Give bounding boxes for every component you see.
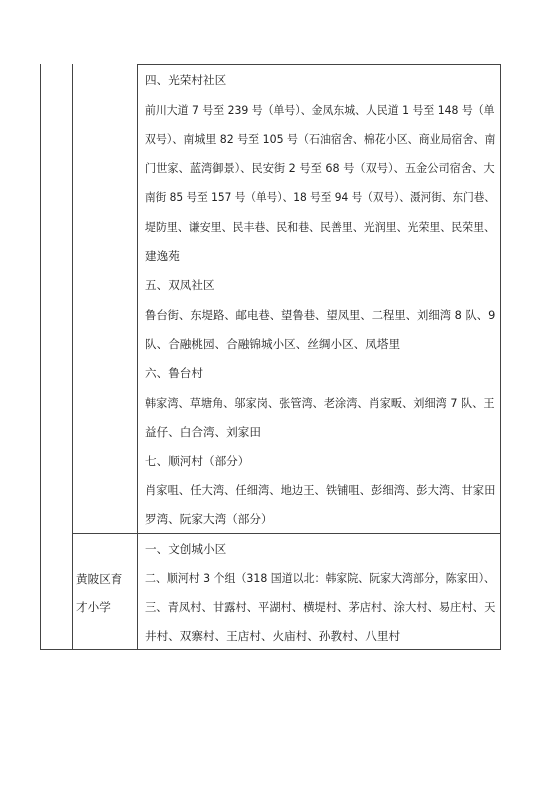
table-border-bottom — [40, 649, 501, 650]
table-row-divider — [72, 533, 501, 534]
table-border-left — [40, 64, 41, 650]
table-row-top-border — [137, 64, 501, 65]
area-text-line: 肖家咀、任大湾、任细湾、地边王、铁铺咀、彭细湾、彭大湾、甘家田 — [145, 483, 496, 497]
area-text-line: 鲁台街、东堤路、邮电巷、望鲁巷、望凤里、二程里、刘细湾 8 队、9 — [145, 308, 496, 322]
area-text-line: 门世家、蓝湾御景）、民安街 2 号至 68 号（双号）、五金公司宿舍、大 — [145, 161, 495, 175]
area-text-line: 堤防里、谦安里、民丰巷、民和巷、民善里、光润里、光荣里、民荣里、 — [145, 220, 496, 234]
section-heading-wenchuang: 一、文创城小区 — [145, 542, 227, 556]
area-text-line: 双号）、南城里 82 号至 105 号（石油宿舍、棉花小区、商业局宿舍、南 — [145, 132, 496, 146]
table-border-right — [500, 64, 501, 650]
area-text-line: 罗湾、阮家大湾（部分） — [145, 512, 273, 526]
area-text-line: 二、顺河村 3 个组（318 国道以北：韩家院、阮家大湾部分，陈家田）、 — [145, 571, 495, 585]
table-column-divider-1 — [72, 64, 73, 650]
area-text-line: 南街 85 号至 157 号（单号）、18 号至 94 号（双号）、滠河街、东门巷、 — [145, 190, 496, 204]
table-column-divider-2 — [137, 64, 138, 650]
area-text-line: 三、青凤村、甘露村、平湖村、横堤村、茅店村、涂大村、易庄村、天 — [145, 600, 496, 614]
area-text-line: 前川大道 7 号至 239 号（单号）、金凤东城、人民道 1 号至 148 号（单 — [145, 103, 495, 117]
area-text-line: 井村、双寨村、王店村、火庙村、孙教村、八里村 — [145, 629, 401, 643]
school-name-line: 黄陂区育 — [76, 572, 123, 586]
section-heading-shunhe: 七、顺河村（部分） — [145, 454, 250, 468]
area-text-line: 建逸苑 — [145, 249, 180, 263]
section-heading-shuangfeng: 五、双凤社区 — [145, 278, 215, 292]
area-text-line: 队、合融桃园、合融锦城小区、丝绸小区、凤塔里 — [145, 337, 401, 351]
section-heading-guangrong: 四、光荣村社区 — [145, 73, 227, 87]
area-text-line: 韩家湾、草塘角、邬家岗、张管湾、老涂湾、肖家畈、刘细湾 7 队、王 — [145, 396, 495, 410]
school-name-line: 才小学 — [76, 600, 111, 614]
area-text-line: 益仔、白合湾、刘家田 — [145, 425, 261, 439]
section-heading-lutai: 六、鲁台村 — [145, 366, 203, 380]
